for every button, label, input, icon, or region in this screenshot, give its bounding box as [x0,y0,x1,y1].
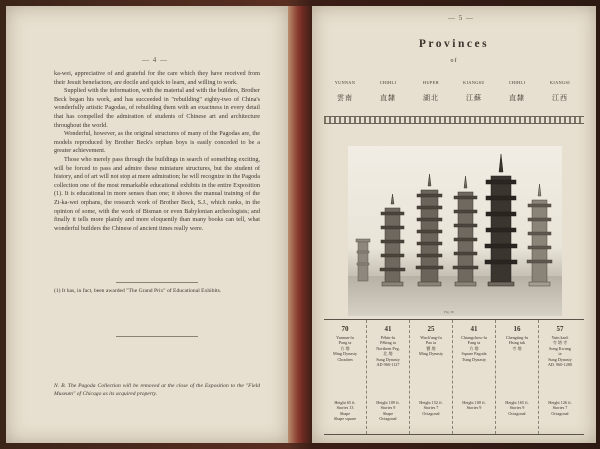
photo-caption: Fig. 30 [444,310,454,314]
pagoda-info-table [324,319,584,435]
pagoda-column [410,320,453,434]
province-label: HUPEH 湖北 [423,80,439,102]
pagoda-info: Wuch'ang-fu Pao ta 寶 塔 Ming Dynasty [418,335,444,357]
pagoda-column [496,320,539,434]
pagoda-size: Height 109 ft. Stories 9 Shape Octagonal [376,400,400,422]
pagoda-info: Yunnan-fu Pong ta 方 塔 Ming Dynasty Chouhen [332,335,358,362]
page-number-right: — 5 — [448,14,474,22]
province-label: YUNNAN 雲南 [334,80,356,102]
paragraph: Wonderful, however, as the original structures of many of the Pagodas are, the models reproduced by Brother Beck's orphan boys is easily conceded to be a greater achievement. [54,130,260,155]
province-label: CHIHLI 直隸 [508,80,526,102]
province-label: CHIHLI 直隸 [379,80,397,102]
pagoda-info: Pékin-fu Pêking ta Northern Peg. 北 塔 Sung Dynasty AD 960-1127 [376,335,400,368]
pagoda-info: Chengting-fu Hsing tak 寺 塔 [505,335,529,351]
page-title: Provinces [418,38,490,50]
pagoda-number: 25 [427,325,435,333]
pagoda-size: Height 165 ft. Stories 9 Octagonal [505,400,529,416]
pagoda-column [453,320,496,434]
pagoda-model-5 [527,184,552,286]
pagoda-number: 70 [341,325,349,333]
pagoda-photograph [348,146,562,316]
pagoda-models-illustration [348,146,562,316]
province-header-row [324,80,584,114]
pagoda-size: Height 100 ft. Stories 9 [462,400,486,411]
pagoda-model-4 [485,154,517,286]
right-page [312,6,596,443]
pagoda-number: 16 [513,325,521,333]
pagoda-model-3 [453,176,478,286]
paragraph: Supplied with the information, with the material and with the builders, Brother Beck began his work, and has succeeded in "rebuilding" eighty-two of China's wonderfully artistic Pagodas, of rebuilding them with an exactness in every detail that has compelled the admiration of students of Chinese art and architecture throughout the world. [54,87,260,129]
footnote: (1) It has, in fact, been awarded "The Grand Prix" of Educational Exhibits. [54,288,222,294]
ornamental-border [324,116,584,124]
paragraph: Those who merely pass through the buildings in search of something exciting, will be forced to pass and admire these miniature structures, but the student of history, and of art will not stop at mere admiration; he will recognize in the Pagoda collection one of the most remarkable educational exhibits in the entire Exposition (1). It is educational in more senses than one; it shows the manual training of the Zi-ka-wei orphans, the research work of Brother Beck, S.J., which ranks, in the opinion of some, with the work of Bisman or even Babylonian archeologists; and finally it tells more plainly and more eloquently than many books can tell, what wonderful builders the Chinese of ancient times really were. [54,155,260,232]
pagoda-info: Chiangchow-fu Fang ta 方 塔 Square Pagoda Tsing Dynasty [460,335,488,362]
left-page [6,6,288,443]
page-subtitle: of [450,58,458,64]
pagoda-number: 57 [556,325,564,333]
pagoda-number: 41 [470,325,478,333]
pagoda-model-2 [416,174,443,286]
page-number-left: — 4 — [142,56,168,64]
pagoda-model-1 [380,194,405,286]
pagoda-size: Height 65 ft. Stories 13 Shape Shape square [333,400,357,422]
pagoda-info: Yuin kan't 寺 塔 寺 Song Kwang ta Sung Dynasty AD. 960-1280 [547,335,573,368]
pagoda-column [539,320,581,434]
body-text [54,70,260,233]
pagoda-size: Height 152 ft. Stories 7 Octagonal [419,400,443,416]
province-label: KIANGSI 江西 [549,80,570,102]
pagoda-model-small [356,239,370,281]
pagoda-number: 41 [384,325,392,333]
nb-note: N. B. The Pagoda Collection will be removed at the close of the Exposition to the "Field Museum" of Chicago as its acquired property. [54,383,260,397]
province-label: KIANGSU 江蘇 [463,80,485,102]
pagoda-size: Height 126 ft. Stories 7 Octagonal [548,400,572,416]
pagoda-column [324,320,367,434]
section-divider [116,336,198,337]
pagoda-column [367,320,410,434]
footnote-divider [116,282,198,283]
book-gutter [288,6,312,443]
paragraph: ka-wei, appreciative of and grateful for the care which they have received from their Jesuit benefactors, are docile and quick to learn, and willing to work. [54,70,260,86]
